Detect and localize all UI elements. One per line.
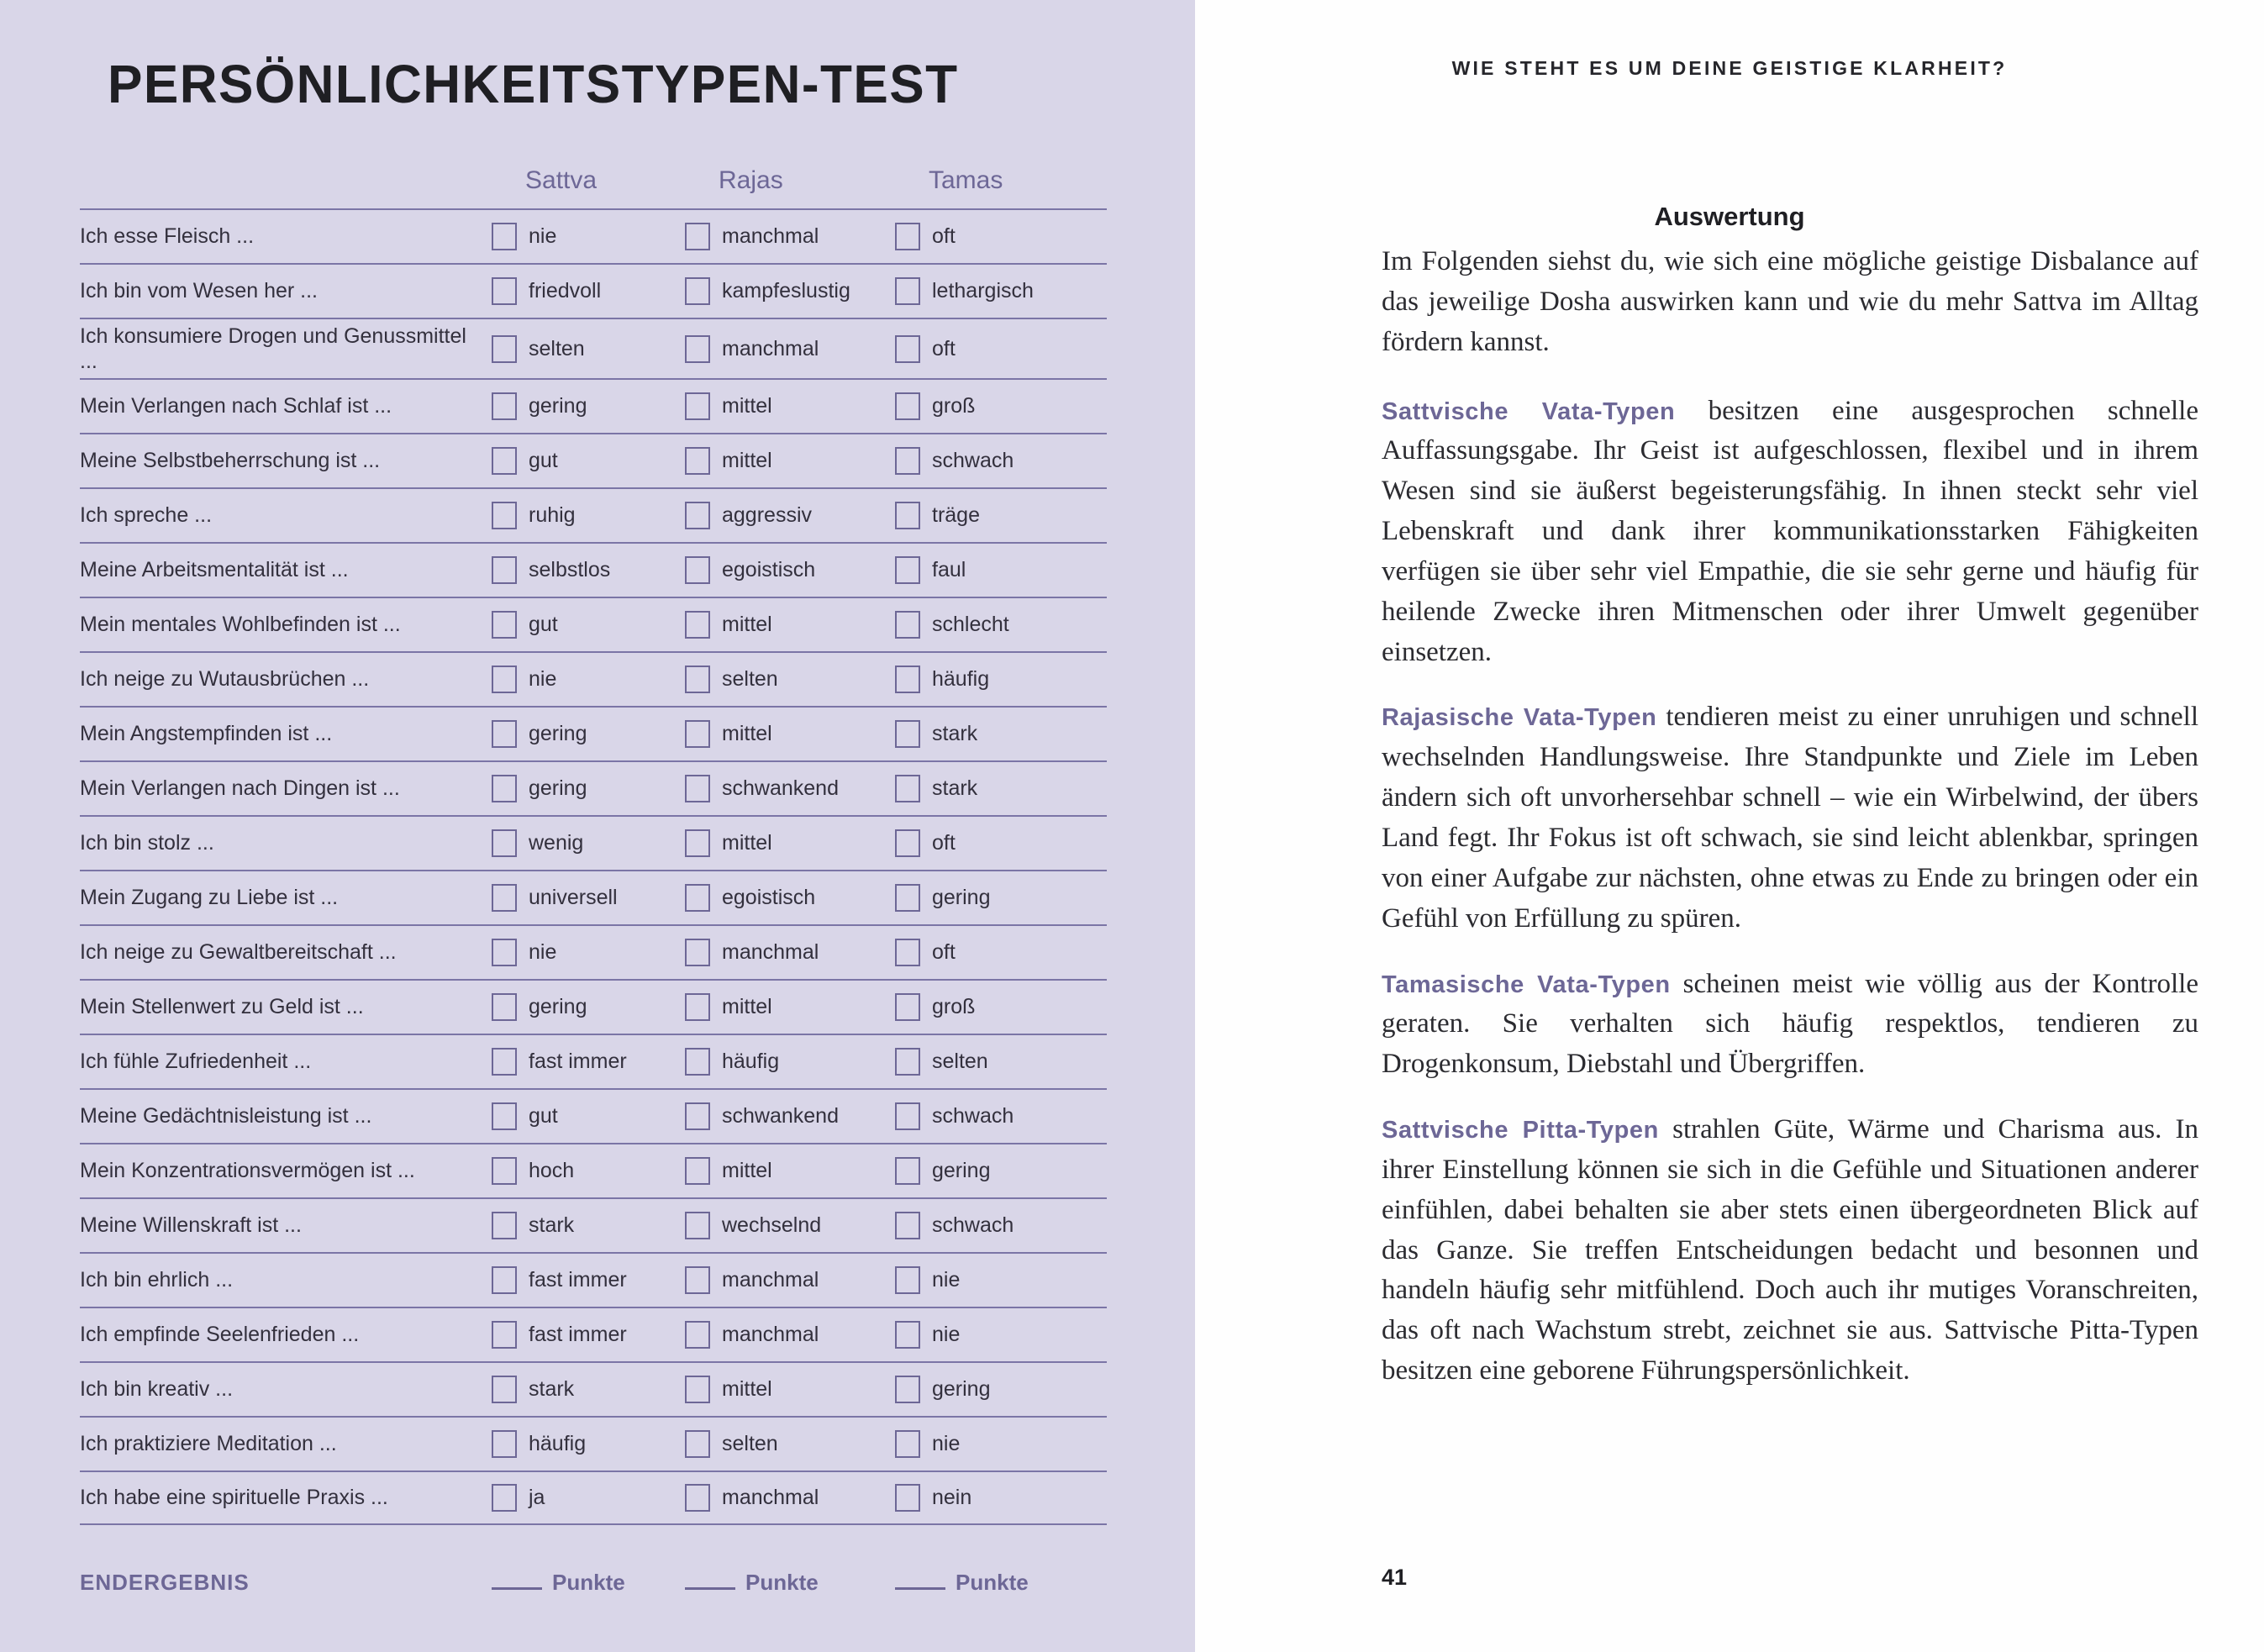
- option-tamas: [895, 277, 1105, 305]
- points-label-rajas: Punkte: [745, 1570, 819, 1595]
- points-input-sattva[interactable]: [492, 1573, 542, 1590]
- option-tamas: [895, 1157, 1105, 1185]
- table-row: [80, 208, 1107, 263]
- option-sattva: [492, 884, 685, 912]
- option-sattva: [492, 1321, 685, 1349]
- option-tamas: [895, 666, 1105, 693]
- checkbox-sattva[interactable]: [492, 223, 517, 250]
- table-row: [80, 651, 1107, 706]
- option-label-sattva: nie: [529, 224, 557, 248]
- option-rajas: [685, 720, 895, 748]
- option-rajas: [685, 939, 895, 966]
- checkbox-rajas[interactable]: [685, 993, 710, 1021]
- option-label-rajas: egoistisch: [722, 558, 816, 581]
- option-label-rajas: kampfeslustig: [722, 279, 850, 303]
- option-label-sattva: fast immer: [529, 1050, 627, 1073]
- table-row: [80, 1470, 1107, 1525]
- option-label-rajas: mittel: [722, 722, 772, 745]
- option-tamas: [895, 1048, 1105, 1076]
- end-result-label: ENDERGEBNIS: [80, 1570, 250, 1595]
- checkbox-rajas[interactable]: [685, 502, 710, 529]
- checkbox-rajas[interactable]: [685, 720, 710, 748]
- option-rajas: [685, 1102, 895, 1130]
- option-tamas: [895, 939, 1105, 966]
- column-header-sattva: Sattva: [525, 166, 598, 194]
- option-label-tamas: schlecht: [932, 613, 1009, 636]
- dosha-paragraph: [1382, 965, 2198, 1086]
- checkbox-sattva[interactable]: [492, 775, 517, 802]
- question-label: Mein Verlangen nach Schlaf ist ...: [80, 394, 392, 418]
- option-rajas: [685, 829, 895, 857]
- option-rajas: [685, 1430, 895, 1458]
- table-row: [80, 1143, 1107, 1197]
- option-sattva: [492, 1376, 685, 1403]
- question-label: Meine Arbeitsmentalität ist ...: [80, 558, 349, 582]
- checkbox-sattva[interactable]: [492, 447, 517, 475]
- option-sattva: [492, 447, 685, 475]
- dosha-type-body: tendieren meist zu einer unruhigen und schnell wechselnden Handlungsweise. Ihre Standpunkte und Ziele im Leben ändern sich oft unvorhersehbar schnell – wie ein Wirbelwind, der übers Land fegt. Ihr Fokus ist oft schwach, sie sind leicht ablenkbar, springen von einer Aufgabe zur nächsten, ohne etwas zu Ende zu bringen oder ein Gefühl von Erfüllung zu spüren.: [1382, 702, 2199, 934]
- option-label-tamas: gering: [932, 886, 991, 909]
- checkbox-rajas[interactable]: [685, 447, 710, 475]
- question-label: Ich esse Fleisch ...: [80, 224, 255, 249]
- option-label-tamas: häufig: [932, 667, 990, 691]
- option-sattva: [492, 939, 685, 966]
- checkbox-tamas[interactable]: [895, 993, 920, 1021]
- option-rajas: [685, 447, 895, 475]
- table-row: [80, 1361, 1107, 1416]
- option-label-tamas: schwach: [932, 1104, 1014, 1128]
- section-heading: Auswertung: [1654, 202, 1805, 231]
- option-tamas: [895, 392, 1105, 420]
- option-sattva: [492, 775, 685, 802]
- question-label: Mein Stellenwert zu Geld ist ...: [80, 995, 364, 1019]
- table-row: [80, 924, 1107, 979]
- checkbox-tamas[interactable]: [895, 447, 920, 475]
- checkbox-sattva[interactable]: [492, 1212, 517, 1239]
- table-row: [80, 1034, 1107, 1088]
- option-sattva: [492, 392, 685, 420]
- option-label-tamas: faul: [932, 558, 966, 581]
- option-label-rajas: manchmal: [722, 1268, 819, 1292]
- checkbox-rajas[interactable]: [685, 1430, 710, 1458]
- option-label-sattva: selten: [529, 336, 585, 360]
- page-number: 41: [1382, 1565, 1408, 1590]
- checkbox-rajas[interactable]: [685, 611, 710, 639]
- option-tamas: [895, 1266, 1105, 1294]
- question-label: Meine Selbstbeherrschung ist ...: [80, 449, 381, 473]
- option-tamas: [895, 611, 1105, 639]
- option-label-sattva: stark: [529, 1213, 575, 1237]
- checkbox-tamas[interactable]: [895, 1376, 920, 1403]
- option-label-rajas: wechselnd: [722, 1213, 822, 1237]
- checkbox-sattva[interactable]: [492, 1430, 517, 1458]
- checkbox-sattva[interactable]: [492, 1266, 517, 1294]
- checkbox-tamas[interactable]: [895, 666, 920, 693]
- checkbox-tamas[interactable]: [895, 720, 920, 748]
- option-sattva: [492, 666, 685, 693]
- option-label-tamas: groß: [932, 394, 976, 418]
- option-label-tamas: schwach: [932, 449, 1014, 472]
- option-label-tamas: oft: [932, 336, 956, 360]
- option-label-sattva: friedvoll: [529, 279, 602, 303]
- option-label-rajas: mittel: [722, 1159, 772, 1182]
- question-label: Ich habe eine spirituelle Praxis ...: [80, 1486, 388, 1510]
- body-column: [1382, 242, 2198, 1417]
- option-tamas: [895, 1430, 1105, 1458]
- checkbox-tamas[interactable]: [895, 1321, 920, 1349]
- column-header-tamas: Tamas: [929, 166, 1003, 194]
- option-label-tamas: nie: [932, 1432, 961, 1455]
- table-row: [80, 597, 1107, 651]
- table-row: [80, 1416, 1107, 1470]
- option-label-sattva: gering: [529, 776, 587, 800]
- table-row: [80, 870, 1107, 924]
- points-rajas: [685, 1570, 895, 1596]
- checkbox-sattva[interactable]: [492, 1321, 517, 1349]
- question-label: Ich bin kreativ ...: [80, 1377, 234, 1402]
- table-row: [80, 378, 1107, 433]
- option-rajas: [685, 1266, 895, 1294]
- column-headers: [80, 166, 1107, 202]
- question-label: Mein Angstempfinden ist ...: [80, 722, 333, 746]
- checkbox-sattva[interactable]: [492, 666, 517, 693]
- checkbox-tamas[interactable]: [895, 611, 920, 639]
- option-label-sattva: ruhig: [529, 503, 576, 527]
- option-rajas: [685, 277, 895, 305]
- option-tamas: [895, 447, 1105, 475]
- option-label-tamas: stark: [932, 776, 978, 800]
- option-sattva: [492, 335, 685, 363]
- table-row: [80, 542, 1107, 597]
- question-label: Mein Zugang zu Liebe ist ...: [80, 886, 339, 910]
- dosha-type-lead: Rajasische Vata-Typen: [1382, 704, 1657, 732]
- option-label-tamas: stark: [932, 722, 978, 745]
- option-label-sattva: gering: [529, 722, 587, 745]
- option-label-tamas: nie: [932, 1268, 961, 1292]
- checkbox-sattva[interactable]: [492, 1376, 517, 1403]
- option-label-sattva: gut: [529, 1104, 558, 1128]
- option-rajas: [685, 223, 895, 250]
- table-row: [80, 263, 1107, 318]
- option-rajas: [685, 993, 895, 1021]
- option-tamas: [895, 884, 1105, 912]
- checkbox-rajas[interactable]: [685, 277, 710, 305]
- table-row: [80, 815, 1107, 870]
- checkbox-tamas[interactable]: [895, 884, 920, 912]
- running-head: WIE STEHT ES UM DEINE GEISTIGE KLARHEIT?: [1451, 57, 2008, 79]
- points-tamas: [895, 1570, 1105, 1596]
- option-label-sattva: nie: [529, 940, 557, 964]
- checkbox-sattva[interactable]: [492, 1048, 517, 1076]
- option-sattva: [492, 611, 685, 639]
- checkbox-sattva[interactable]: [492, 829, 517, 857]
- option-label-tamas: selten: [932, 1050, 988, 1073]
- option-label-tamas: gering: [932, 1377, 991, 1401]
- option-rajas: [685, 1157, 895, 1185]
- option-label-rajas: manchmal: [722, 940, 819, 964]
- question-label: Ich neige zu Wutausbrüchen ...: [80, 667, 370, 692]
- question-label: Mein Verlangen nach Dingen ist ...: [80, 776, 400, 801]
- option-label-rajas: mittel: [722, 995, 772, 1018]
- option-tamas: [895, 556, 1105, 584]
- option-label-rajas: manchmal: [722, 1323, 819, 1346]
- option-label-sattva: wenig: [529, 831, 584, 855]
- checkbox-tamas[interactable]: [895, 556, 920, 584]
- checkbox-rajas[interactable]: [685, 1484, 710, 1512]
- table-row: [80, 1252, 1107, 1307]
- option-rajas: [685, 556, 895, 584]
- option-rajas: [685, 1376, 895, 1403]
- option-sattva: [492, 1048, 685, 1076]
- checkbox-sattva[interactable]: [492, 556, 517, 584]
- option-label-sattva: gut: [529, 449, 558, 472]
- checkbox-rajas[interactable]: [685, 1212, 710, 1239]
- checkbox-sattva[interactable]: [492, 1102, 517, 1130]
- question-label: Ich bin vom Wesen her ...: [80, 279, 318, 303]
- checkbox-rajas[interactable]: [685, 1321, 710, 1349]
- option-label-tamas: schwach: [932, 1213, 1014, 1237]
- option-tamas: [895, 1212, 1105, 1239]
- question-label: Meine Gedächtnisleistung ist ...: [80, 1104, 372, 1129]
- checkbox-tamas[interactable]: [895, 1266, 920, 1294]
- dosha-paragraph: [1382, 1110, 2198, 1392]
- option-label-tamas: träge: [932, 503, 980, 527]
- dosha-paragraph: [1382, 392, 2198, 673]
- option-sattva: [492, 277, 685, 305]
- option-sattva: [492, 1430, 685, 1458]
- question-label: Ich fühle Zufriedenheit ...: [80, 1050, 312, 1074]
- option-tamas: [895, 1102, 1105, 1130]
- option-rajas: [685, 775, 895, 802]
- table-row: [80, 433, 1107, 487]
- checkbox-rajas[interactable]: [685, 223, 710, 250]
- question-label: Ich neige zu Gewaltbereitschaft ...: [80, 940, 397, 965]
- option-label-rajas: schwankend: [722, 1104, 839, 1128]
- checkbox-sattva[interactable]: [492, 720, 517, 748]
- option-label-tamas: groß: [932, 995, 976, 1018]
- option-label-sattva: ja: [529, 1486, 545, 1509]
- checkbox-rajas[interactable]: [685, 335, 710, 363]
- checkbox-rajas[interactable]: [685, 1157, 710, 1185]
- checkbox-tamas[interactable]: [895, 277, 920, 305]
- checkbox-sattva[interactable]: [492, 939, 517, 966]
- option-label-rajas: aggressiv: [722, 503, 812, 527]
- checkbox-tamas[interactable]: [895, 1212, 920, 1239]
- option-label-sattva: hoch: [529, 1159, 575, 1182]
- checkbox-rajas[interactable]: [685, 1376, 710, 1403]
- option-label-rajas: mittel: [722, 394, 772, 418]
- checkbox-tamas[interactable]: [895, 392, 920, 420]
- table-row: [80, 318, 1107, 378]
- checkbox-rajas[interactable]: [685, 829, 710, 857]
- option-label-rajas: mittel: [722, 449, 772, 472]
- question-label: Ich spreche ...: [80, 503, 213, 528]
- option-label-sattva: nie: [529, 667, 557, 691]
- option-label-sattva: selbstlos: [529, 558, 611, 581]
- points-input-rajas[interactable]: [685, 1573, 735, 1590]
- checkbox-sattva[interactable]: [492, 884, 517, 912]
- option-label-rajas: selten: [722, 1432, 778, 1455]
- option-rajas: [685, 1321, 895, 1349]
- table-row: [80, 487, 1107, 542]
- table-row: [80, 760, 1107, 815]
- checkbox-tamas[interactable]: [895, 1484, 920, 1512]
- option-label-sattva: häufig: [529, 1432, 587, 1455]
- table-row: [80, 706, 1107, 760]
- checkbox-tamas[interactable]: [895, 1157, 920, 1185]
- end-result-row: [80, 1570, 1107, 1596]
- option-sattva: [492, 1157, 685, 1185]
- option-tamas: [895, 502, 1105, 529]
- points-label-sattva: Punkte: [552, 1570, 625, 1595]
- option-label-rajas: mittel: [722, 613, 772, 636]
- option-label-tamas: lethargisch: [932, 279, 1034, 303]
- option-tamas: [895, 993, 1105, 1021]
- checkbox-tamas[interactable]: [895, 223, 920, 250]
- option-label-rajas: selten: [722, 667, 778, 691]
- option-rajas: [685, 335, 895, 363]
- checkbox-sattva[interactable]: [492, 502, 517, 529]
- option-label-sattva: gut: [529, 613, 558, 636]
- checkbox-tamas[interactable]: [895, 335, 920, 363]
- question-label: Ich empfinde Seelenfrieden ...: [80, 1323, 360, 1347]
- option-label-sattva: universell: [529, 886, 618, 909]
- table-row: [80, 1307, 1107, 1361]
- option-tamas: [895, 829, 1105, 857]
- checkbox-tamas[interactable]: [895, 502, 920, 529]
- question-label: Meine Willenskraft ist ...: [80, 1213, 302, 1238]
- points-input-tamas[interactable]: [895, 1573, 945, 1590]
- option-rajas: [685, 611, 895, 639]
- option-label-sattva: fast immer: [529, 1323, 627, 1346]
- checkbox-tamas[interactable]: [895, 775, 920, 802]
- option-sattva: [492, 502, 685, 529]
- option-sattva: [492, 1102, 685, 1130]
- question-label: Ich praktiziere Meditation ...: [80, 1432, 337, 1456]
- page-title: PERSÖNLICHKEITSTYPEN-TEST: [108, 54, 959, 114]
- checkbox-tamas[interactable]: [895, 939, 920, 966]
- checkbox-rajas[interactable]: [685, 884, 710, 912]
- option-sattva: [492, 829, 685, 857]
- option-label-tamas: gering: [932, 1159, 991, 1182]
- option-label-sattva: stark: [529, 1377, 575, 1401]
- option-sattva: [492, 556, 685, 584]
- dosha-type-body: scheinen meist wie völlig aus der Kontrolle geraten. Sie verhalten sich häufig respektlos, tendieren zu Drogenkonsum, Diebstahl und Übergriffen.: [1382, 968, 2199, 1080]
- question-label: Mein Konzentrationsvermögen ist ...: [80, 1159, 415, 1183]
- option-rajas: [685, 502, 895, 529]
- checkbox-rajas[interactable]: [685, 666, 710, 693]
- dosha-type-body: besitzen eine ausgesprochen schnelle Auffassungsgabe. Ihr Geist ist aufgeschlossen, flexibel und in ihrem Wesen sind sie äußerst begeisterungsfähig. In ihnen steckt sehr viel Lebenskraft und dank ihrer kommunikationsstarken Fähigkeiten verfügen sie über sehr viel Empathie, die sie sehr gerne und häufig für heilende Zwecke ihren Mitmenschen oder ihrer Umwelt gegenüber einsetzen.: [1382, 395, 2198, 667]
- table-row: [80, 979, 1107, 1034]
- dosha-type-body: strahlen Güte, Wärme und Charisma aus. In ihrer Einstellung können sie sich in die Gefühle und Situationen anderer einfühlen, dabei behalten sie aber stets einen übergeordneten Blick auf das Ganze. Sie treffen Entscheidungen bedacht und besonnen und handeln häufig sehr mitfühlend. Doch auch ihr mutiges Voranschreiten, das oft nach Wachstum strebt, zeichnet sie aus. Sattvische Pitta-Typen besitzen eine geborene Führungspersönlichkeit.: [1382, 1114, 2198, 1386]
- option-sattva: [492, 1266, 685, 1294]
- option-label-sattva: gering: [529, 995, 587, 1018]
- checkbox-sattva[interactable]: [492, 392, 517, 420]
- right-page: [1195, 0, 2264, 1652]
- checkbox-sattva[interactable]: [492, 335, 517, 363]
- checkbox-tamas[interactable]: [895, 1430, 920, 1458]
- checkbox-sattva[interactable]: [492, 611, 517, 639]
- option-label-rajas: manchmal: [722, 224, 819, 248]
- option-sattva: [492, 1484, 685, 1512]
- option-label-tamas: oft: [932, 940, 956, 964]
- option-rajas: [685, 666, 895, 693]
- checkbox-rajas[interactable]: [685, 939, 710, 966]
- option-label-rajas: manchmal: [722, 1486, 819, 1509]
- option-label-rajas: egoistisch: [722, 886, 816, 909]
- dosha-type-lead: Sattvische Vata-Typen: [1382, 397, 1676, 425]
- option-label-sattva: gering: [529, 394, 587, 418]
- checkbox-rajas[interactable]: [685, 392, 710, 420]
- checkbox-rajas[interactable]: [685, 775, 710, 802]
- option-label-rajas: häufig: [722, 1050, 780, 1073]
- checkbox-rajas[interactable]: [685, 1102, 710, 1130]
- checkbox-rajas[interactable]: [685, 556, 710, 584]
- checkbox-sattva[interactable]: [492, 1157, 517, 1185]
- checkbox-sattva[interactable]: [492, 277, 517, 305]
- dosha-type-lead: Sattvische Pitta-Typen: [1382, 1117, 1659, 1144]
- checkbox-tamas[interactable]: [895, 829, 920, 857]
- checkbox-tamas[interactable]: [895, 1102, 920, 1130]
- table-row: [80, 1197, 1107, 1252]
- question-label: Mein mentales Wohlbefinden ist ...: [80, 613, 401, 637]
- option-sattva: [492, 993, 685, 1021]
- option-tamas: [895, 1321, 1105, 1349]
- option-tamas: [895, 775, 1105, 802]
- option-tamas: [895, 1376, 1105, 1403]
- checkbox-tamas[interactable]: [895, 1048, 920, 1076]
- checkbox-sattva[interactable]: [492, 993, 517, 1021]
- points-sattva: [492, 1570, 685, 1596]
- dosha-paragraph: [1382, 697, 2198, 939]
- option-tamas: [895, 335, 1105, 363]
- option-tamas: [895, 223, 1105, 250]
- points-label-tamas: Punkte: [956, 1570, 1029, 1595]
- option-tamas: [895, 1484, 1105, 1512]
- option-rajas: [685, 392, 895, 420]
- option-rajas: [685, 884, 895, 912]
- checkbox-rajas[interactable]: [685, 1266, 710, 1294]
- option-label-tamas: nein: [932, 1486, 972, 1509]
- checkbox-sattva[interactable]: [492, 1484, 517, 1512]
- option-rajas: [685, 1048, 895, 1076]
- option-label-rajas: mittel: [722, 1377, 772, 1401]
- option-label-tamas: oft: [932, 224, 956, 248]
- option-sattva: [492, 720, 685, 748]
- option-label-rajas: mittel: [722, 831, 772, 855]
- option-sattva: [492, 223, 685, 250]
- intro-paragraph: Im Folgenden siehst du, wie sich eine mögliche geistige Disbalance auf das jeweilige Dosha auswirken kann und wie du mehr Sattva im Alltag fördern kannst.: [1382, 246, 2198, 357]
- column-header-rajas: Rajas: [719, 166, 783, 194]
- option-sattva: [492, 1212, 685, 1239]
- option-label-tamas: nie: [932, 1323, 961, 1346]
- table-row: [80, 1088, 1107, 1143]
- option-label-rajas: manchmal: [722, 336, 819, 360]
- option-label-tamas: oft: [932, 831, 956, 855]
- dosha-type-lead: Tamasische Vata-Typen: [1382, 971, 1671, 998]
- question-label: Ich bin ehrlich ...: [80, 1268, 234, 1292]
- option-label-sattva: fast immer: [529, 1268, 627, 1292]
- option-label-rajas: schwankend: [722, 776, 839, 800]
- question-label: Ich konsumiere Drogen und Genussmittel ...: [80, 324, 466, 373]
- questionnaire-table: [80, 208, 1107, 1525]
- option-tamas: [895, 720, 1105, 748]
- option-rajas: [685, 1212, 895, 1239]
- question-label: Ich bin stolz ...: [80, 831, 214, 855]
- checkbox-rajas[interactable]: [685, 1048, 710, 1076]
- option-rajas: [685, 1484, 895, 1512]
